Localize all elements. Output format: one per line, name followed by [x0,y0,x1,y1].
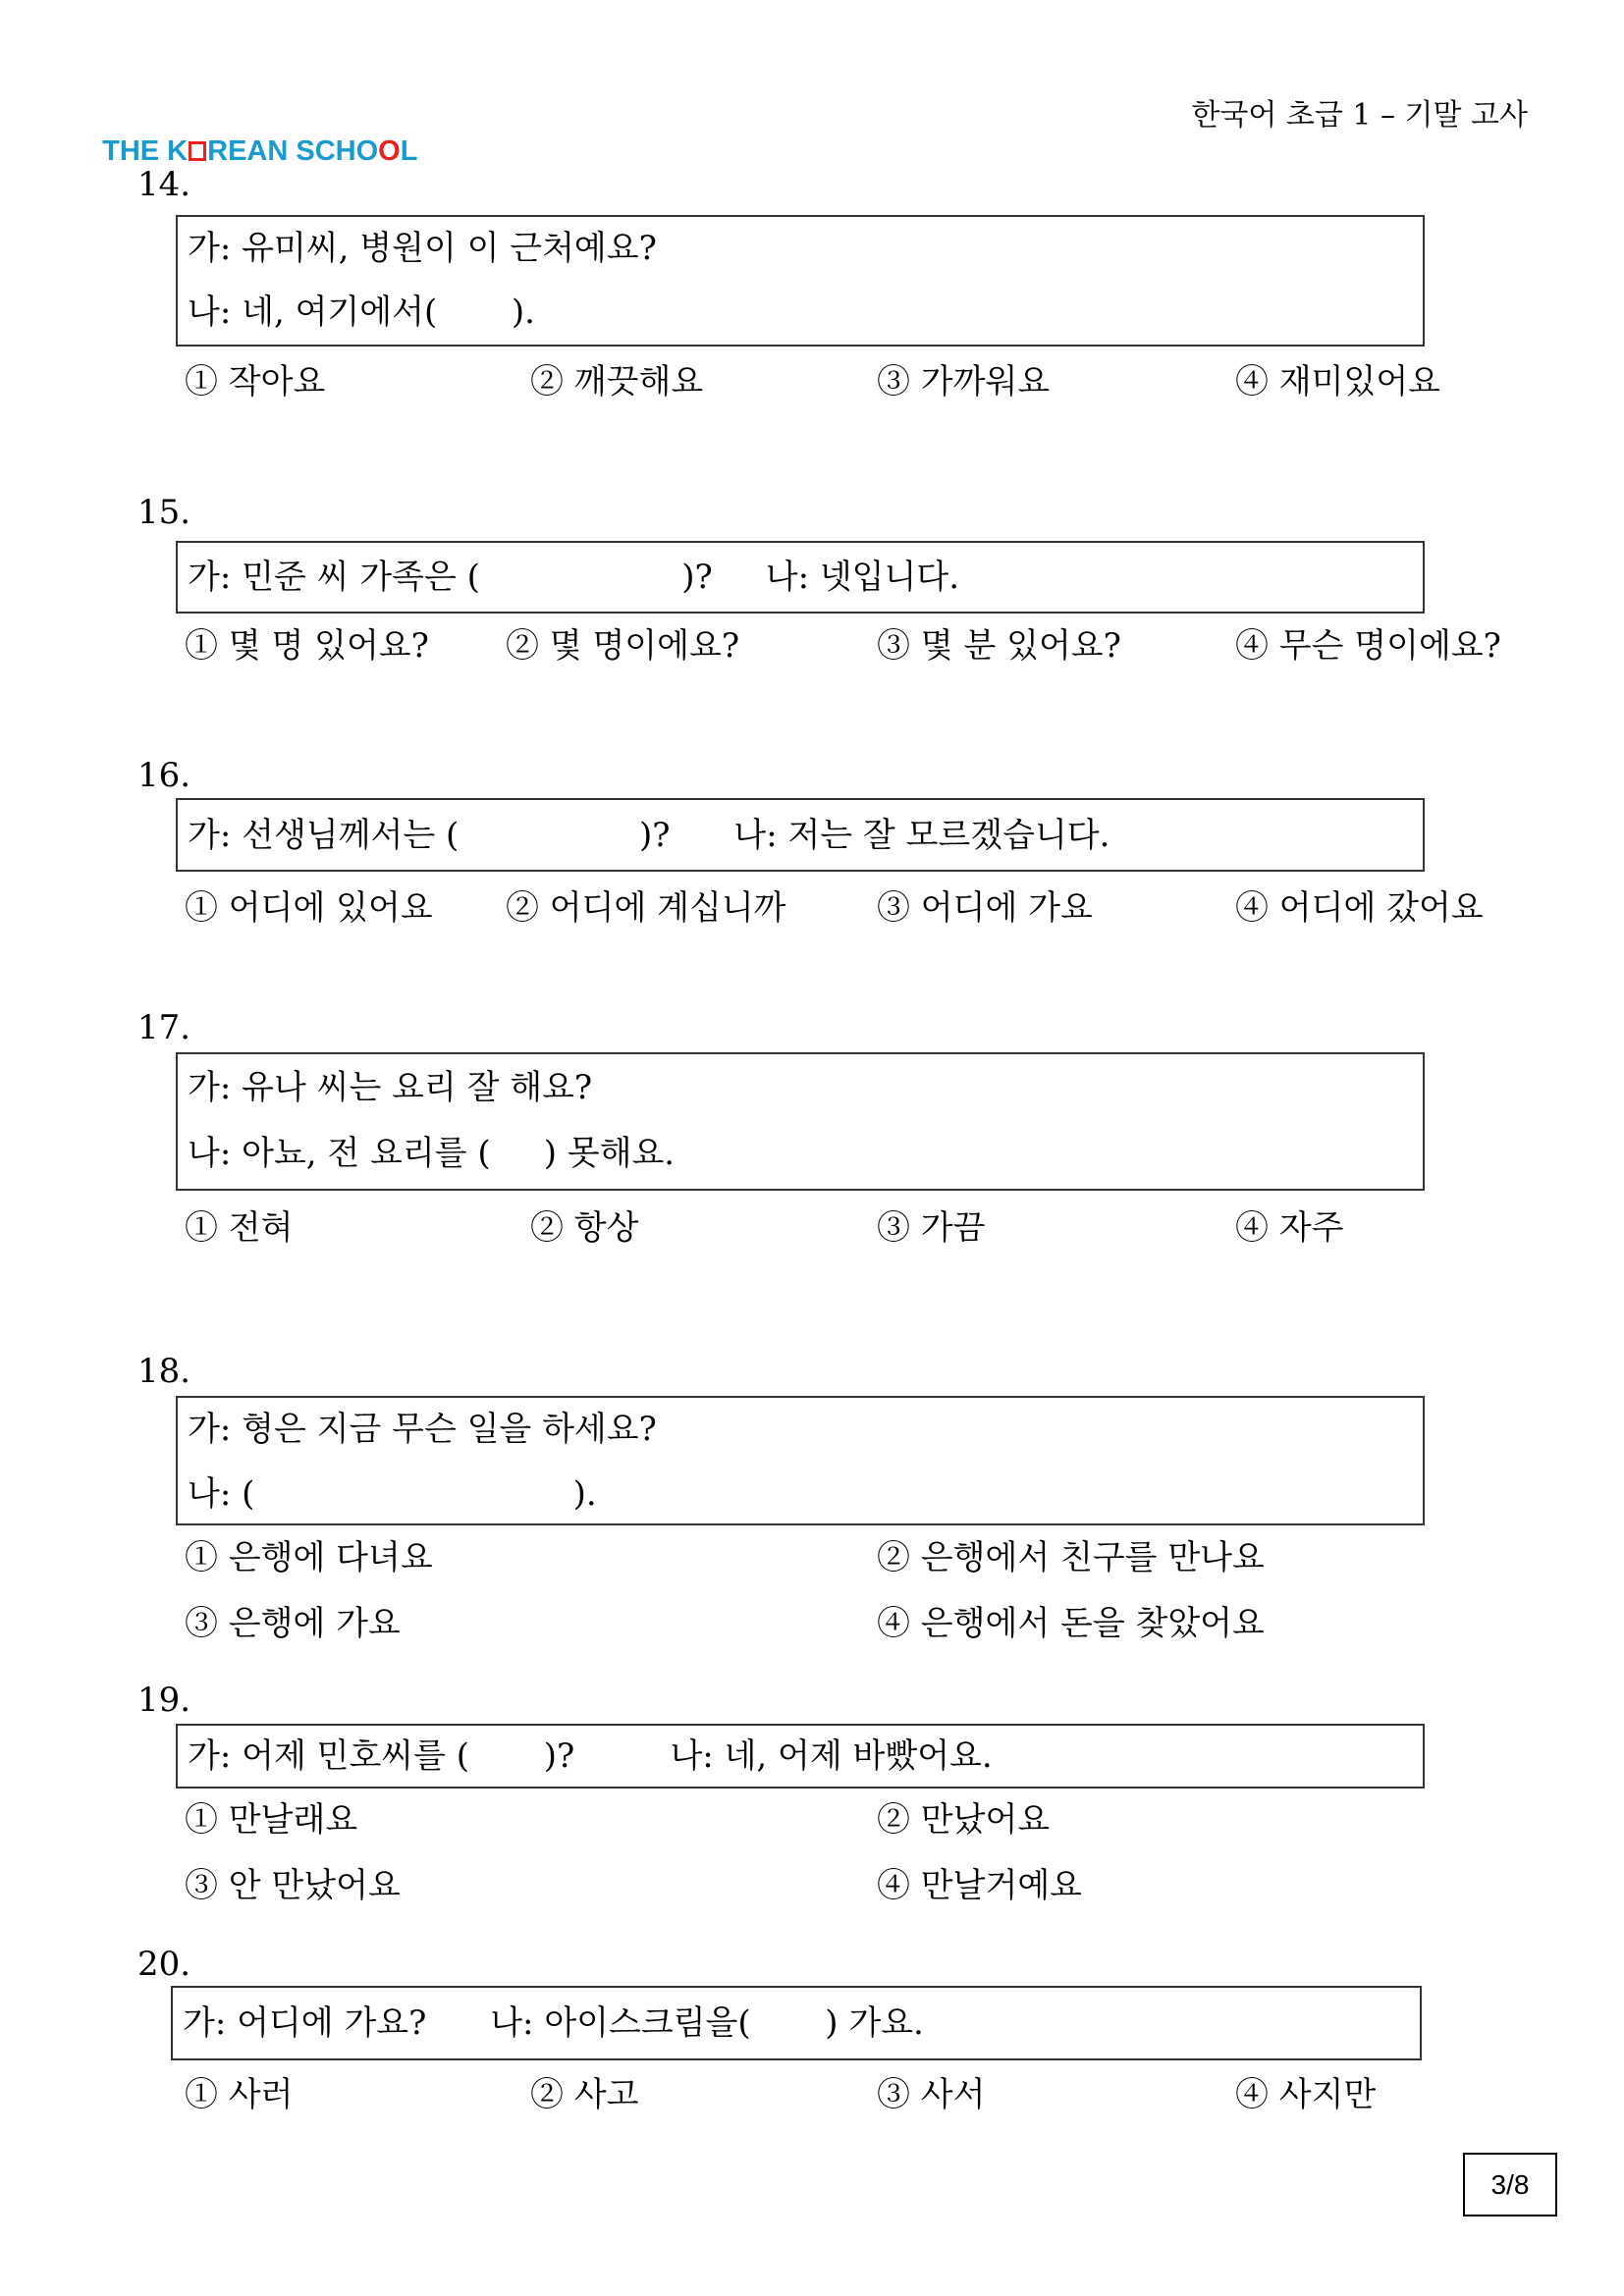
option-4[interactable]: ④ 어디에 갔어요 [1235,888,1484,928]
logo-text-the-k: THE K [102,135,189,167]
question-number-20: 20. [137,1945,191,1984]
option-2[interactable]: ② 은행에서 친구를 만나요 [877,1538,1265,1577]
question-number-18: 18. [137,1352,191,1391]
option-2[interactable]: ② 만났어요 [877,1800,1051,1840]
exam-title: 한국어 초급 1 – 기말 고사 [1191,98,1528,133]
option-1[interactable]: ① 작아요 [185,362,326,401]
dialogue-line: 가: 어제 민호씨를 ( )? 나: 네, 어제 바빴어요. [188,1736,993,1776]
option-1[interactable]: ① 전혀 [185,1208,294,1248]
option-4[interactable]: ④ 사지만 [1235,2075,1377,2114]
option-1[interactable]: ① 만날래요 [185,1800,358,1840]
option-3[interactable]: ③ 가까워요 [877,362,1051,401]
dialogue-line: 가: 어디에 가요? 나: 아이스크림을( ) 가요. [183,2003,924,2043]
question-number-15: 15. [137,493,191,532]
option-3[interactable]: ③ 안 만났어요 [185,1866,401,1905]
option-1[interactable]: ① 어디에 있어요 [185,888,433,928]
dialogue-box-20 [171,1986,1422,2060]
option-4[interactable]: ④ 자주 [1235,1208,1344,1248]
option-3[interactable]: ③ 어디에 가요 [877,888,1093,928]
dialogue-box-15 [176,541,1425,614]
school-logo [86,98,417,169]
dialogue-line: 가: 선생님께서는 ( )? 나: 저는 잘 모르겠습니다. [188,816,1110,855]
dialogue-box-18 [176,1396,1425,1525]
option-1[interactable]: ① 몇 명 있어요? [185,626,429,666]
option-3[interactable]: ③ 은행에 가요 [185,1604,401,1643]
option-4[interactable]: ④ 재미있어요 [1235,362,1441,401]
option-3[interactable]: ③ 몇 분 있어요? [877,626,1121,666]
dialogue-box-14 [176,215,1425,347]
option-1[interactable]: ① 사러 [185,2075,294,2114]
option-2[interactable]: ② 어디에 계십니까 [506,888,786,928]
question-number-16: 16. [137,756,191,795]
question-number-14: 14. [137,165,191,204]
logo-text-l: L [400,135,418,167]
page-number-text: 3/8 [1490,2168,1530,2200]
dialogue-line-na: 나: 아뇨, 전 요리를 ( ) 못해요. [188,1134,676,1173]
page-number [1463,2153,1557,2216]
option-3[interactable]: ③ 사서 [877,2075,986,2114]
option-4[interactable]: ④ 은행에서 돈을 찾았어요 [877,1604,1265,1643]
logo-text-rean-scho: REAN SCHO [207,135,379,167]
logo-red-square-icon [189,141,206,161]
option-2[interactable]: ② 깨끗해요 [530,362,704,401]
dialogue-line-ga: 가: 유미씨, 병원이 이 근처예요? [188,229,657,268]
option-2[interactable]: ② 사고 [530,2075,639,2114]
question-number-17: 17. [137,1008,191,1047]
option-4[interactable]: ④ 무슨 명이에요? [1235,626,1501,666]
question-number-19: 19. [137,1681,191,1720]
logo-red-o: O [378,135,401,167]
dialogue-line-na: 나: 네, 여기에서( ). [188,293,535,332]
option-4[interactable]: ④ 만날거예요 [877,1866,1083,1905]
dialogue-line-ga: 가: 형은 지금 무슨 일을 하세요? [188,1410,657,1449]
option-2[interactable]: ② 몇 명이에요? [506,626,740,666]
dialogue-box-17 [176,1052,1425,1191]
dialogue-box-16 [176,798,1425,872]
option-2[interactable]: ② 항상 [530,1208,639,1248]
dialogue-line: 가: 민준 씨 가족은 ( )? 나: 넷입니다. [188,558,960,597]
dialogue-box-19 [176,1724,1425,1789]
option-1[interactable]: ① 은행에 다녀요 [185,1538,433,1577]
dialogue-line-na: 나: ( ). [188,1474,597,1514]
dialogue-line-ga: 가: 유나 씨는 요리 잘 해요? [188,1068,593,1107]
option-3[interactable]: ③ 가끔 [877,1208,986,1248]
